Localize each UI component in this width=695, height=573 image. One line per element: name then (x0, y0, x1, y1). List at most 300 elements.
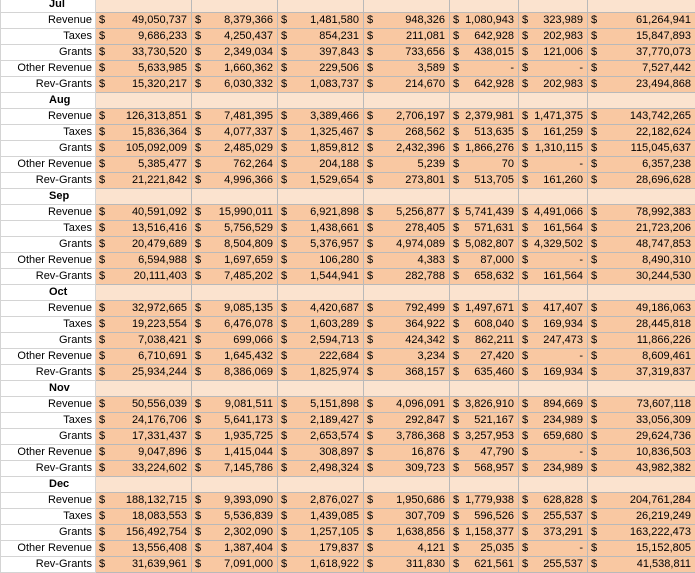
currency-symbol[interactable]: $ (588, 461, 600, 477)
currency-symbol[interactable]: $ (588, 365, 600, 381)
value-cell[interactable]: 862,211 (462, 333, 519, 349)
value-cell[interactable]: 3,786,368 (376, 429, 450, 445)
currency-symbol[interactable]: $ (588, 349, 600, 365)
currency-symbol[interactable]: $ (192, 541, 204, 557)
currency-symbol[interactable]: $ (96, 157, 108, 173)
value-cell[interactable]: 1,439,085 (290, 509, 364, 525)
currency-symbol[interactable]: $ (364, 445, 376, 461)
value-cell[interactable]: 255,537 (531, 509, 588, 525)
currency-symbol[interactable]: $ (192, 461, 204, 477)
currency-symbol[interactable]: $ (450, 237, 462, 253)
value-cell[interactable]: 5,151,898 (290, 397, 364, 413)
currency-symbol[interactable]: $ (278, 221, 290, 237)
currency-symbol[interactable]: $ (96, 397, 108, 413)
value-cell[interactable]: 26,219,249 (600, 509, 695, 525)
value-cell[interactable]: 15,847,893 (600, 29, 695, 45)
currency-symbol[interactable]: $ (519, 461, 531, 477)
value-cell[interactable]: 4,491,066 (531, 205, 588, 221)
currency-symbol[interactable]: $ (96, 13, 108, 29)
value-cell[interactable]: 2,432,396 (376, 141, 450, 157)
currency-symbol[interactable]: $ (588, 253, 600, 269)
currency-symbol[interactable]: $ (278, 397, 290, 413)
value-cell[interactable]: 25,934,244 (108, 365, 192, 381)
value-cell[interactable]: 2,594,713 (290, 333, 364, 349)
empty-cell[interactable] (364, 189, 376, 205)
value-cell[interactable]: 1,080,943 (462, 13, 519, 29)
currency-symbol[interactable]: $ (278, 429, 290, 445)
value-cell[interactable]: 6,357,238 (600, 157, 695, 173)
value-cell[interactable]: 204,761,284 (600, 493, 695, 509)
currency-symbol[interactable]: $ (588, 493, 600, 509)
currency-symbol[interactable]: $ (450, 253, 462, 269)
empty-cell[interactable] (376, 0, 450, 13)
value-cell[interactable]: 4,420,687 (290, 301, 364, 317)
row-label[interactable]: Grants (1, 429, 96, 445)
currency-symbol[interactable]: $ (450, 365, 462, 381)
currency-symbol[interactable]: $ (519, 77, 531, 93)
row-label[interactable]: Grants (1, 141, 96, 157)
value-cell[interactable]: - (531, 253, 588, 269)
empty-cell[interactable] (588, 285, 600, 301)
value-cell[interactable]: 7,145,786 (204, 461, 278, 477)
value-cell[interactable]: 115,045,637 (600, 141, 695, 157)
empty-cell[interactable] (290, 189, 364, 205)
value-cell[interactable]: 417,407 (531, 301, 588, 317)
value-cell[interactable]: 5,082,807 (462, 237, 519, 253)
value-cell[interactable]: 5,385,477 (108, 157, 192, 173)
empty-cell[interactable] (204, 189, 278, 205)
currency-symbol[interactable]: $ (450, 333, 462, 349)
value-cell[interactable]: 513,705 (462, 173, 519, 189)
currency-symbol[interactable]: $ (278, 461, 290, 477)
value-cell[interactable]: 658,632 (462, 269, 519, 285)
currency-symbol[interactable]: $ (364, 13, 376, 29)
row-label[interactable]: Rev-Grants (1, 461, 96, 477)
value-cell[interactable]: 5,376,957 (290, 237, 364, 253)
value-cell[interactable]: 31,639,961 (108, 557, 192, 573)
currency-symbol[interactable]: $ (96, 141, 108, 157)
currency-symbol[interactable]: $ (519, 509, 531, 525)
value-cell[interactable]: 15,152,805 (600, 541, 695, 557)
value-cell[interactable]: 3,234 (376, 349, 450, 365)
empty-cell[interactable] (531, 0, 588, 13)
currency-symbol[interactable]: $ (278, 141, 290, 157)
currency-symbol[interactable]: $ (450, 61, 462, 77)
empty-cell[interactable] (531, 285, 588, 301)
currency-symbol[interactable]: $ (588, 317, 600, 333)
value-cell[interactable]: 4,096,091 (376, 397, 450, 413)
value-cell[interactable]: 13,556,408 (108, 541, 192, 557)
empty-cell[interactable] (204, 381, 278, 397)
currency-symbol[interactable]: $ (192, 301, 204, 317)
currency-symbol[interactable]: $ (192, 173, 204, 189)
empty-cell[interactable] (364, 0, 376, 13)
empty-cell[interactable] (192, 477, 204, 493)
currency-symbol[interactable]: $ (278, 557, 290, 573)
empty-cell[interactable] (519, 477, 531, 493)
empty-cell[interactable] (531, 189, 588, 205)
currency-symbol[interactable]: $ (96, 269, 108, 285)
value-cell[interactable]: 37,770,073 (600, 45, 695, 61)
value-cell[interactable]: 1,618,922 (290, 557, 364, 573)
currency-symbol[interactable]: $ (278, 333, 290, 349)
empty-cell[interactable] (278, 0, 290, 13)
currency-symbol[interactable]: $ (519, 413, 531, 429)
empty-cell[interactable] (588, 477, 600, 493)
month-label[interactable]: Aug (1, 93, 96, 109)
value-cell[interactable]: 156,492,754 (108, 525, 192, 541)
currency-symbol[interactable]: $ (278, 301, 290, 317)
currency-symbol[interactable]: $ (278, 349, 290, 365)
empty-cell[interactable] (376, 381, 450, 397)
currency-symbol[interactable]: $ (192, 269, 204, 285)
value-cell[interactable]: 4,996,366 (204, 173, 278, 189)
currency-symbol[interactable]: $ (96, 493, 108, 509)
empty-cell[interactable] (450, 381, 462, 397)
currency-symbol[interactable]: $ (519, 29, 531, 45)
currency-symbol[interactable]: $ (96, 61, 108, 77)
currency-symbol[interactable]: $ (96, 333, 108, 349)
currency-symbol[interactable]: $ (364, 29, 376, 45)
currency-symbol[interactable]: $ (278, 237, 290, 253)
currency-symbol[interactable]: $ (96, 205, 108, 221)
currency-symbol[interactable]: $ (364, 77, 376, 93)
currency-symbol[interactable]: $ (519, 237, 531, 253)
currency-symbol[interactable]: $ (278, 77, 290, 93)
value-cell[interactable]: 1,603,289 (290, 317, 364, 333)
value-cell[interactable]: - (531, 157, 588, 173)
currency-symbol[interactable]: $ (96, 541, 108, 557)
value-cell[interactable]: 21,723,206 (600, 221, 695, 237)
currency-symbol[interactable]: $ (450, 125, 462, 141)
empty-cell[interactable] (290, 381, 364, 397)
value-cell[interactable]: 699,066 (204, 333, 278, 349)
row-label[interactable]: Taxes (1, 29, 96, 45)
value-cell[interactable]: 1,387,404 (204, 541, 278, 557)
value-cell[interactable]: 29,624,736 (600, 429, 695, 445)
currency-symbol[interactable]: $ (278, 13, 290, 29)
value-cell[interactable]: 854,231 (290, 29, 364, 45)
value-cell[interactable]: 948,326 (376, 13, 450, 29)
value-cell[interactable]: 1,866,276 (462, 141, 519, 157)
currency-symbol[interactable]: $ (364, 557, 376, 573)
empty-cell[interactable] (96, 285, 108, 301)
value-cell[interactable]: 1,529,654 (290, 173, 364, 189)
currency-symbol[interactable]: $ (364, 541, 376, 557)
currency-symbol[interactable]: $ (519, 333, 531, 349)
empty-cell[interactable] (96, 0, 108, 13)
row-label[interactable]: Taxes (1, 221, 96, 237)
currency-symbol[interactable]: $ (588, 173, 600, 189)
value-cell[interactable]: 4,077,337 (204, 125, 278, 141)
empty-cell[interactable] (588, 0, 600, 13)
currency-symbol[interactable]: $ (96, 221, 108, 237)
currency-symbol[interactable]: $ (450, 349, 462, 365)
value-cell[interactable]: 229,506 (290, 61, 364, 77)
empty-cell[interactable] (204, 0, 278, 13)
currency-symbol[interactable]: $ (588, 61, 600, 77)
value-cell[interactable]: 1,481,580 (290, 13, 364, 29)
value-cell[interactable]: 596,526 (462, 509, 519, 525)
value-cell[interactable]: 2,653,574 (290, 429, 364, 445)
value-cell[interactable]: 37,319,837 (600, 365, 695, 381)
empty-cell[interactable] (364, 93, 376, 109)
value-cell[interactable]: 268,562 (376, 125, 450, 141)
currency-symbol[interactable]: $ (278, 61, 290, 77)
currency-symbol[interactable]: $ (364, 397, 376, 413)
currency-symbol[interactable]: $ (588, 429, 600, 445)
value-cell[interactable]: 2,498,324 (290, 461, 364, 477)
value-cell[interactable]: 364,922 (376, 317, 450, 333)
currency-symbol[interactable]: $ (96, 557, 108, 573)
value-cell[interactable]: 307,709 (376, 509, 450, 525)
value-cell[interactable]: 73,607,118 (600, 397, 695, 413)
currency-symbol[interactable]: $ (278, 317, 290, 333)
empty-cell[interactable] (278, 477, 290, 493)
empty-cell[interactable] (290, 0, 364, 13)
empty-cell[interactable] (204, 285, 278, 301)
currency-symbol[interactable]: $ (192, 157, 204, 173)
value-cell[interactable]: 1,779,938 (462, 493, 519, 509)
value-cell[interactable]: 20,479,689 (108, 237, 192, 253)
value-cell[interactable]: 621,561 (462, 557, 519, 573)
empty-cell[interactable] (600, 93, 695, 109)
value-cell[interactable]: 1,950,686 (376, 493, 450, 509)
currency-symbol[interactable]: $ (278, 445, 290, 461)
value-cell[interactable]: 5,239 (376, 157, 450, 173)
currency-symbol[interactable]: $ (192, 253, 204, 269)
currency-symbol[interactable]: $ (519, 61, 531, 77)
empty-cell[interactable] (364, 381, 376, 397)
empty-cell[interactable] (450, 0, 462, 13)
value-cell[interactable]: 2,349,034 (204, 45, 278, 61)
currency-symbol[interactable]: $ (450, 317, 462, 333)
value-cell[interactable]: 521,167 (462, 413, 519, 429)
empty-cell[interactable] (519, 189, 531, 205)
value-cell[interactable]: 143,742,265 (600, 109, 695, 125)
row-label[interactable]: Grants (1, 45, 96, 61)
row-label[interactable]: Other Revenue (1, 445, 96, 461)
currency-symbol[interactable]: $ (364, 333, 376, 349)
value-cell[interactable]: 1,697,659 (204, 253, 278, 269)
empty-cell[interactable] (96, 189, 108, 205)
value-cell[interactable]: 659,680 (531, 429, 588, 445)
value-cell[interactable]: 1,310,115 (531, 141, 588, 157)
currency-symbol[interactable]: $ (278, 205, 290, 221)
currency-symbol[interactable]: $ (364, 205, 376, 221)
value-cell[interactable]: 32,972,665 (108, 301, 192, 317)
value-cell[interactable]: 106,280 (290, 253, 364, 269)
value-cell[interactable]: 15,320,217 (108, 77, 192, 93)
value-cell[interactable]: 7,091,000 (204, 557, 278, 573)
value-cell[interactable]: 6,710,691 (108, 349, 192, 365)
empty-cell[interactable] (462, 93, 519, 109)
empty-cell[interactable] (450, 93, 462, 109)
currency-symbol[interactable]: $ (519, 157, 531, 173)
value-cell[interactable]: 438,015 (462, 45, 519, 61)
currency-symbol[interactable]: $ (450, 493, 462, 509)
value-cell[interactable]: 273,801 (376, 173, 450, 189)
row-label[interactable]: Taxes (1, 509, 96, 525)
row-label[interactable]: Rev-Grants (1, 365, 96, 381)
value-cell[interactable]: 1,438,661 (290, 221, 364, 237)
value-cell[interactable]: - (531, 445, 588, 461)
value-cell[interactable]: 211,081 (376, 29, 450, 45)
value-cell[interactable]: 7,038,421 (108, 333, 192, 349)
currency-symbol[interactable]: $ (364, 141, 376, 157)
value-cell[interactable]: 4,121 (376, 541, 450, 557)
currency-symbol[interactable]: $ (278, 173, 290, 189)
currency-symbol[interactable]: $ (96, 109, 108, 125)
value-cell[interactable]: 8,609,461 (600, 349, 695, 365)
value-cell[interactable]: - (531, 541, 588, 557)
value-cell[interactable]: 49,186,063 (600, 301, 695, 317)
currency-symbol[interactable]: $ (278, 541, 290, 557)
value-cell[interactable]: 642,928 (462, 77, 519, 93)
value-cell[interactable]: 202,983 (531, 29, 588, 45)
value-cell[interactable]: 368,157 (376, 365, 450, 381)
value-cell[interactable]: 28,445,818 (600, 317, 695, 333)
row-label[interactable]: Revenue (1, 109, 96, 125)
value-cell[interactable]: 7,485,202 (204, 269, 278, 285)
currency-symbol[interactable]: $ (519, 365, 531, 381)
empty-cell[interactable] (519, 0, 531, 13)
empty-cell[interactable] (192, 285, 204, 301)
value-cell[interactable]: - (462, 61, 519, 77)
currency-symbol[interactable]: $ (588, 269, 600, 285)
empty-cell[interactable] (588, 189, 600, 205)
empty-cell[interactable] (108, 381, 192, 397)
empty-cell[interactable] (192, 0, 204, 13)
value-cell[interactable]: 1,935,725 (204, 429, 278, 445)
currency-symbol[interactable]: $ (450, 109, 462, 125)
value-cell[interactable]: 255,537 (531, 557, 588, 573)
currency-symbol[interactable]: $ (96, 525, 108, 541)
value-cell[interactable]: 87,000 (462, 253, 519, 269)
currency-symbol[interactable]: $ (450, 413, 462, 429)
currency-symbol[interactable]: $ (588, 13, 600, 29)
currency-symbol[interactable]: $ (278, 253, 290, 269)
value-cell[interactable]: 24,176,706 (108, 413, 192, 429)
value-cell[interactable]: 4,383 (376, 253, 450, 269)
value-cell[interactable]: 4,329,502 (531, 237, 588, 253)
value-cell[interactable]: 642,928 (462, 29, 519, 45)
currency-symbol[interactable]: $ (519, 253, 531, 269)
empty-cell[interactable] (588, 381, 600, 397)
value-cell[interactable]: 33,056,309 (600, 413, 695, 429)
value-cell[interactable]: 1,544,941 (290, 269, 364, 285)
currency-symbol[interactable]: $ (364, 253, 376, 269)
value-cell[interactable]: 311,830 (376, 557, 450, 573)
value-cell[interactable]: 894,669 (531, 397, 588, 413)
value-cell[interactable]: 11,866,226 (600, 333, 695, 349)
value-cell[interactable]: 179,837 (290, 541, 364, 557)
value-cell[interactable]: 23,494,868 (600, 77, 695, 93)
value-cell[interactable]: 5,741,439 (462, 205, 519, 221)
empty-cell[interactable] (531, 381, 588, 397)
currency-symbol[interactable]: $ (96, 173, 108, 189)
value-cell[interactable]: 635,460 (462, 365, 519, 381)
empty-cell[interactable] (531, 93, 588, 109)
value-cell[interactable]: 282,788 (376, 269, 450, 285)
value-cell[interactable]: 247,473 (531, 333, 588, 349)
currency-symbol[interactable]: $ (192, 557, 204, 573)
empty-cell[interactable] (96, 381, 108, 397)
value-cell[interactable]: 70 (462, 157, 519, 173)
value-cell[interactable]: 169,934 (531, 317, 588, 333)
currency-symbol[interactable]: $ (278, 157, 290, 173)
empty-cell[interactable] (462, 381, 519, 397)
value-cell[interactable]: 7,527,442 (600, 61, 695, 77)
empty-cell[interactable] (108, 477, 192, 493)
currency-symbol[interactable]: $ (96, 445, 108, 461)
value-cell[interactable]: 4,974,089 (376, 237, 450, 253)
currency-symbol[interactable]: $ (588, 557, 600, 573)
value-cell[interactable]: 3,389,466 (290, 109, 364, 125)
currency-symbol[interactable]: $ (588, 205, 600, 221)
currency-symbol[interactable]: $ (364, 221, 376, 237)
currency-symbol[interactable]: $ (278, 109, 290, 125)
empty-cell[interactable] (290, 93, 364, 109)
currency-symbol[interactable]: $ (192, 29, 204, 45)
currency-symbol[interactable]: $ (192, 205, 204, 221)
value-cell[interactable]: 1,158,377 (462, 525, 519, 541)
value-cell[interactable]: 6,594,988 (108, 253, 192, 269)
currency-symbol[interactable]: $ (364, 61, 376, 77)
currency-symbol[interactable]: $ (519, 141, 531, 157)
month-label[interactable]: Jul (1, 0, 96, 13)
value-cell[interactable]: 6,476,078 (204, 317, 278, 333)
value-cell[interactable]: 25,035 (462, 541, 519, 557)
value-cell[interactable]: 762,264 (204, 157, 278, 173)
value-cell[interactable]: 8,386,069 (204, 365, 278, 381)
empty-cell[interactable] (108, 189, 192, 205)
currency-symbol[interactable]: $ (519, 397, 531, 413)
currency-symbol[interactable]: $ (588, 525, 600, 541)
currency-symbol[interactable]: $ (192, 141, 204, 157)
empty-cell[interactable] (600, 477, 695, 493)
currency-symbol[interactable]: $ (519, 13, 531, 29)
row-label[interactable]: Grants (1, 525, 96, 541)
value-cell[interactable]: 2,302,090 (204, 525, 278, 541)
currency-symbol[interactable]: $ (588, 397, 600, 413)
currency-symbol[interactable]: $ (450, 557, 462, 573)
empty-cell[interactable] (462, 189, 519, 205)
currency-symbol[interactable]: $ (192, 429, 204, 445)
value-cell[interactable]: 513,635 (462, 125, 519, 141)
value-cell[interactable]: 373,291 (531, 525, 588, 541)
row-label[interactable]: Revenue (1, 205, 96, 221)
empty-cell[interactable] (450, 285, 462, 301)
currency-symbol[interactable]: $ (364, 237, 376, 253)
value-cell[interactable]: 27,420 (462, 349, 519, 365)
currency-symbol[interactable]: $ (588, 541, 600, 557)
value-cell[interactable]: 188,132,715 (108, 493, 192, 509)
value-cell[interactable]: 48,747,853 (600, 237, 695, 253)
value-cell[interactable]: 9,686,233 (108, 29, 192, 45)
currency-symbol[interactable]: $ (192, 333, 204, 349)
currency-symbol[interactable]: $ (278, 269, 290, 285)
currency-symbol[interactable]: $ (450, 429, 462, 445)
currency-symbol[interactable]: $ (364, 125, 376, 141)
currency-symbol[interactable]: $ (450, 205, 462, 221)
value-cell[interactable]: 5,536,839 (204, 509, 278, 525)
currency-symbol[interactable]: $ (96, 125, 108, 141)
row-label[interactable]: Grants (1, 237, 96, 253)
currency-symbol[interactable]: $ (519, 221, 531, 237)
currency-symbol[interactable]: $ (519, 541, 531, 557)
currency-symbol[interactable]: $ (96, 77, 108, 93)
